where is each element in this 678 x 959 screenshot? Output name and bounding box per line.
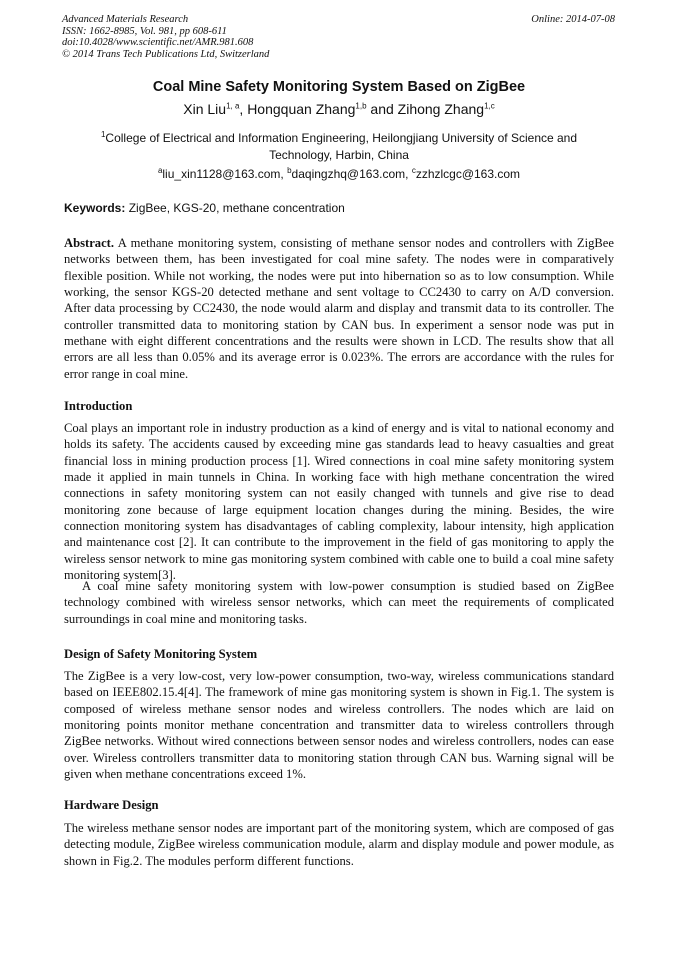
email-separator: ,	[405, 167, 412, 181]
email-address: daqingzhq@163.com	[291, 167, 406, 181]
section-heading-hardware: Hardware Design	[64, 798, 159, 812]
author-separator: and	[366, 101, 398, 117]
online-date: Online: 2014-07-08	[531, 14, 615, 25]
email-address: zzhzlcgc@163.com	[415, 167, 521, 181]
email-address: liu_xin1128@163.com	[162, 167, 281, 181]
author-name: Hongquan Zhang	[247, 101, 356, 117]
affiliation	[80, 130, 598, 164]
introduction-paragraph-2: A coal mine safety monitoring system with low-power consumption is studied based on ZigBee technology combined with wireless sensor networks, which can meet the requirements of complicated surroundings in coal mine and monitoring tasks.	[64, 579, 614, 626]
keywords	[64, 201, 345, 215]
abstract-text: A methane monitoring system, consisting of methane sensor nodes and controllers with ZigBee networks between them, has been investigated for coal mine safety. The nodes were in comparatively flexible position. While not working, the nodes were put into hibernation so as to low consumption. While working, the sensor KGS-20 detected methane and sent voltage to CC2430 to carry on A/D conversion. After data processing by CC2430, the node would alarm and display and transmit data to its controller. The controller transmitted data to monitoring station by CAN bus. In experiment a sensor node was put in methane with eight different concentrations and the results were shown in LCD. The results show that all errors are all less than 0.05% and its average error is 0.023%. The errors are accordance with the rules for error range in coal mine.	[64, 236, 614, 381]
journal-name: Advanced Materials Research	[62, 14, 189, 25]
journal-issn: ISSN: 1662-8985, Vol. 981, pp 608-611	[62, 25, 227, 37]
affiliation-superscript: 1	[100, 130, 106, 139]
email-superscript: b	[287, 166, 292, 175]
author-separator: ,	[239, 101, 248, 117]
hardware-paragraph-1: The wireless methane sensor nodes are important part of the monitoring system, which are composed of gas detecting module, ZigBee wireless communication module, alarm and display module and power module, as shown in Fig.2. The modules perform different functions.	[64, 821, 614, 868]
introduction-paragraph-1: Coal plays an important role in industry production as a kind of energy and is vital to national economy and holds its safety. The accidents caused by exceeding mine gas standards lead to heavy casualties and great financial loss in mining production process [1]. Wired connections in coal mine safety monitoring system made it applied in main tunnels in China. In working face with high methane concentration the wired connections in safety monitoring system can not easily changed with tunnels and give rise to dead monitoring zone because of large equipment location changes during the mining. Besides, the wire connection monitoring system has disadvantages of cabling complexity, labour intensity, high application and maintenance cost [2]. It can contribute to the improvement in the field of gas monitoring to apply the wireless sensor network to mine gas monitoring system combined with cable one to build a coal mine safety monitoring system[3].	[64, 421, 614, 583]
email-superscript: a	[157, 166, 163, 175]
author-list	[0, 101, 678, 117]
design-paragraph-1: The ZigBee is a very low-cost, very low-power consumption, two-way, wireless communications standard based on IEEE802.15.4[4]. The framework of mine gas monitoring system is shown in Fig.1. The system is composed of wireless methane sensor nodes and wireless controllers. The nodes which are laid on monitoring points monitor methane concentration and transmitter data to wireless controllers through ZigBee networks. Without wired connections between sensor nodes and wireless controllers, nodes can ease over. Wireless controllers transmitter data to monitoring station through CAN bus. Warning signal will be given when methane concentrations exceed 1%.	[64, 669, 614, 782]
paper-title: Coal Mine Safety Monitoring System Based on ZigBee	[152, 79, 526, 95]
abstract-label: Abstract.	[64, 236, 115, 250]
section-heading-design: Design of Safety Monitoring System	[64, 647, 258, 661]
author-superscript: 1, a	[226, 101, 240, 111]
journal-info	[62, 14, 269, 60]
email-superscript: c	[411, 166, 416, 175]
email-separator: ,	[280, 167, 288, 181]
section-heading-introduction: Introduction	[64, 399, 133, 413]
author-name: Zihong Zhang	[397, 101, 485, 117]
email-list	[0, 167, 678, 181]
author-name: Xin Liu	[183, 101, 227, 117]
keywords-label: Keywords:	[64, 201, 126, 215]
author-superscript: 1,b	[355, 101, 367, 111]
journal-doi: doi:10.4028/www.scientific.net/AMR.981.608	[62, 37, 254, 48]
author-superscript: 1,c	[484, 101, 495, 111]
journal-copyright: © 2014 Trans Tech Publications Ltd, Switzerland	[62, 48, 270, 60]
keywords-text: ZigBee, KGS-20, methane concentration	[125, 201, 345, 215]
affiliation-text: College of Electrical and Information Engineering, Heilongjiang University of Science and Technology, Harbin, China	[105, 131, 578, 162]
abstract	[64, 235, 614, 382]
